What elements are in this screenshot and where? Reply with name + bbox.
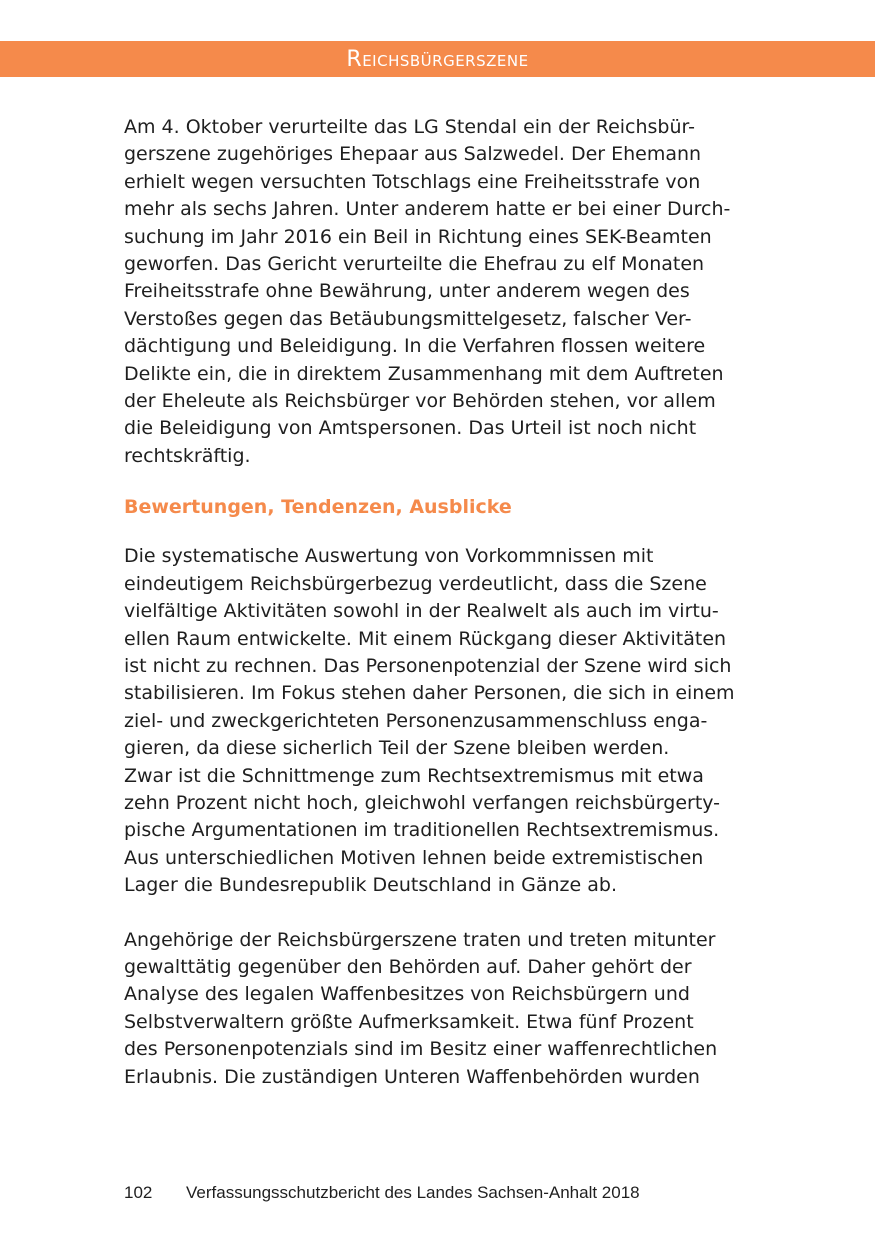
text-line: die Beleidigung von Amtspersonen. Das Urteil ist noch nicht: [124, 417, 697, 440]
paragraph-2: [124, 543, 764, 899]
text-line: Erlaubnis. Die zuständigen Unteren Waffenbehörden wurden: [124, 1065, 700, 1088]
text-line: ziel- und zweckgerichteten Personenzusammenschluss enga-: [124, 709, 708, 732]
footer: [124, 1183, 640, 1203]
page-number: 102: [124, 1183, 153, 1202]
text-line: geworfen. Das Gericht verurteilte die Ehefrau zu elf Monaten: [124, 253, 705, 276]
text-line: ellen Raum entwickelte. Mit einem Rückgang dieser Aktivitäten: [124, 627, 727, 650]
text-line: Selbstverwaltern größte Aufmerksamkeit. Etwa fünf Prozent: [124, 1010, 694, 1033]
text-line: pische Argumentationen im traditionellen Rechtsextremismus.: [124, 819, 720, 842]
text-line: Angehörige der Reichsbürgerszene traten und treten mitunter: [124, 928, 716, 951]
text-line: Am 4. Oktober verurteilte das LG Stendal ein der Reichsbür-: [124, 116, 695, 138]
text-line: der Eheleute als Reichsbürger vor Behörden stehen, vor allem: [124, 390, 716, 413]
text-line: suchung im Jahr 2016 ein Beil in Richtung eines SEK-Beamten: [124, 225, 712, 248]
text-line: Zwar ist die Schnittmenge zum Rechtsextremismus mit etwa: [124, 764, 704, 787]
section-heading: Bewertungen, Tendenzen, Ausblicke: [124, 496, 512, 519]
text-line: Lager die Bundesrepublik Deutschland in Gänze ab.: [124, 874, 617, 897]
text-line: rechtskräftig.: [124, 444, 251, 467]
text-line: eindeutigem Reichsbürgerbezug verdeutlicht, dass die Szene: [124, 572, 707, 595]
text-line: gewalttätig gegenüber den Behörden auf. Daher gehört der: [124, 955, 692, 978]
text-line: vielfältige Aktivitäten sowohl in der Realwelt als auch im virtu-: [124, 600, 719, 623]
text-line: des Personenpotenzials sind im Besitz einer waffenrechtlichen: [124, 1038, 718, 1061]
header-bar: [0, 41, 875, 77]
text-line: stabilisieren. Im Fokus stehen daher Personen, die sich in einem: [124, 682, 735, 705]
text-line: Analyse des legalen Waffenbesitzes von Reichsbürgern und: [124, 983, 690, 1006]
text-line: dächtigung und Beleidigung. In die Verfahren flossen weitere: [124, 335, 706, 358]
main-content: [124, 114, 764, 1091]
text-line: mehr als sechs Jahren. Unter anderem hatte er bei einer Durch-: [124, 198, 731, 221]
text-line: ist nicht zu rechnen. Das Personenpotenzial der Szene wird sich: [124, 654, 732, 677]
paragraph-3: [124, 927, 764, 1091]
publication-title: Verfassungsschutzbericht des Landes Sachsen-Anhalt 2018: [186, 1183, 640, 1202]
text-line: Delikte ein, die in direktem Zusammenhang mit dem Auftreten: [124, 362, 724, 385]
text-line: Verstoßes gegen das Betäubungsmittelgesetz, falscher Ver-: [124, 307, 692, 330]
text-line: Freiheitsstrafe ohne Bewährung, unter anderem wegen des: [124, 280, 690, 303]
header-title: Reichsbürgerszene: [346, 47, 529, 72]
text-line: Aus unterschiedlichen Motiven lehnen beide extremistischen: [124, 846, 704, 869]
text-line: gerszene zugehöriges Ehepaar aus Salzwedel. Der Ehemann: [124, 143, 702, 166]
text-line: zehn Prozent nicht hoch, gleichwohl verfangen reichsbürgerty-: [124, 791, 721, 814]
paragraph-1: [124, 114, 764, 470]
text-line: erhielt wegen versuchten Totschlags eine Freiheitsstrafe von: [124, 170, 701, 193]
paragraph-gap: [124, 900, 764, 927]
text-line: Die systematische Auswertung von Vorkommnissen mit: [124, 545, 654, 568]
text-line: gieren, da diese sicherlich Teil der Szene bleiben werden.: [124, 737, 670, 760]
